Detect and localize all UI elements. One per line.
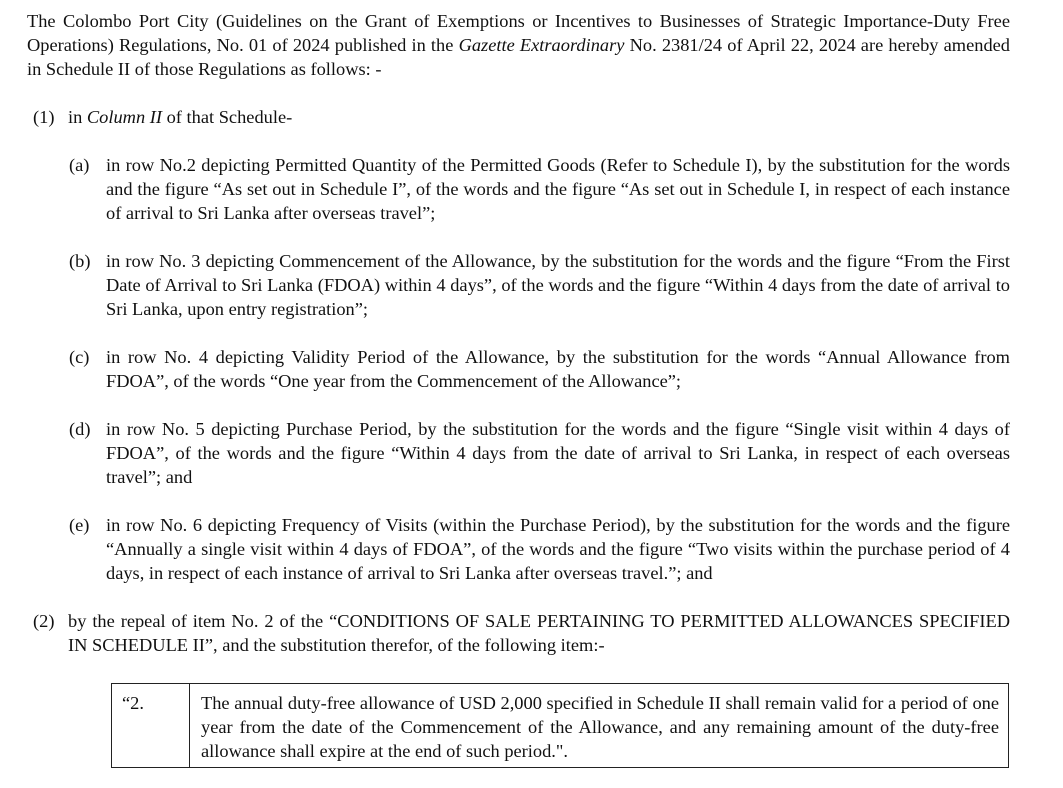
subitem-a-label: (a) xyxy=(69,155,90,175)
quoted-item-number: “2. xyxy=(112,684,190,767)
intro-text-2: No. 2381/24 of April 22, 2024 are hereby amended in Schedule II of those Regulations as follows: - xyxy=(27,35,1010,79)
subitem-c-text: in row No. 4 depicting Validity Period of the Allowance, by the substitution for the words “Annual Allowance from FDOA”, of the words “One year from the Commencement of the Allowance”; xyxy=(106,347,1010,391)
subitem-b xyxy=(69,249,1010,321)
subitem-d-label: (d) xyxy=(69,419,91,439)
subitem-a-text: in row No.2 depicting Permitted Quantity of the Permitted Goods (Refer to Schedule I), by the substitution for the words and the figure “As set out in Schedule I”, of the words and the figure “As set out in Schedule I, in respect of each instance of arrival to Sri Lanka after overseas travel”; xyxy=(106,155,1010,223)
item-2-number: (2) xyxy=(33,611,55,631)
item-1-prefix: in xyxy=(68,107,87,127)
quoted-item-text: The annual duty-free allowance of USD 2,000 specified in Schedule II shall remain valid for a period of one year from the date of the Commencement of the Allowance, and any remaining amount of the duty-free allowance shall expire at the end of such period.". xyxy=(201,693,999,761)
subitem-e-label: (e) xyxy=(69,515,90,535)
gazette-title: Gazette Extraordinary xyxy=(458,35,625,55)
subitem-e xyxy=(69,513,1010,585)
item-1 xyxy=(33,105,1010,129)
intro-text-1: The Colombo Port City (Guidelines on the Grant of Exemptions or Incentives to Businesses of Strategic Importance-Duty Free Operations) Regulations, No. 01 of 2024 published in the xyxy=(27,11,1010,55)
item-1-number: (1) xyxy=(33,107,55,127)
subitem-d xyxy=(69,417,1010,489)
subitem-b-label: (b) xyxy=(69,251,91,271)
item-2 xyxy=(33,609,1010,657)
item-2-text: by the repeal of item No. 2 of the “CONDITIONS OF SALE PERTAINING TO PERMITTED ALLOWANCES SPECIFIED IN SCHEDULE II”, and the substitution therefor, of the following item:- xyxy=(68,611,1010,655)
subitem-c-label: (c) xyxy=(69,347,90,367)
subitem-a xyxy=(69,153,1010,225)
subitem-b-text: in row No. 3 depicting Commencement of the Allowance, by the substitution for the words and the figure “From the First Date of Arrival to Sri Lanka (FDOA) within 4 days”, of the words and the figure “Within 4 days from the date of arrival to Sri Lanka, upon entry registration”; xyxy=(106,251,1010,319)
quoted-item-box xyxy=(111,683,1009,768)
subitem-d-text: in row No. 5 depicting Purchase Period, by the substitution for the words and the figure “Single visit within 4 days of FDOA”, of the words and the figure “Within 4 days from the date of arrival to Sri Lanka, in respect of each overseas travel”; and xyxy=(106,419,1010,487)
intro-paragraph xyxy=(27,9,1010,81)
subitem-e-text: in row No. 6 depicting Frequency of Visits (within the Purchase Period), by the substitution for the words and the figure “Annually a single visit within 4 days of FDOA”, of the words and the figure “Two visits within the purchase period of 4 days, in respect of each instance of arrival to Sri Lanka after overseas travel.”; and xyxy=(106,515,1010,583)
item-1-column: Column II xyxy=(86,107,162,127)
subitem-c xyxy=(69,345,1010,393)
item-1-suffix: of that Schedule- xyxy=(162,107,293,127)
